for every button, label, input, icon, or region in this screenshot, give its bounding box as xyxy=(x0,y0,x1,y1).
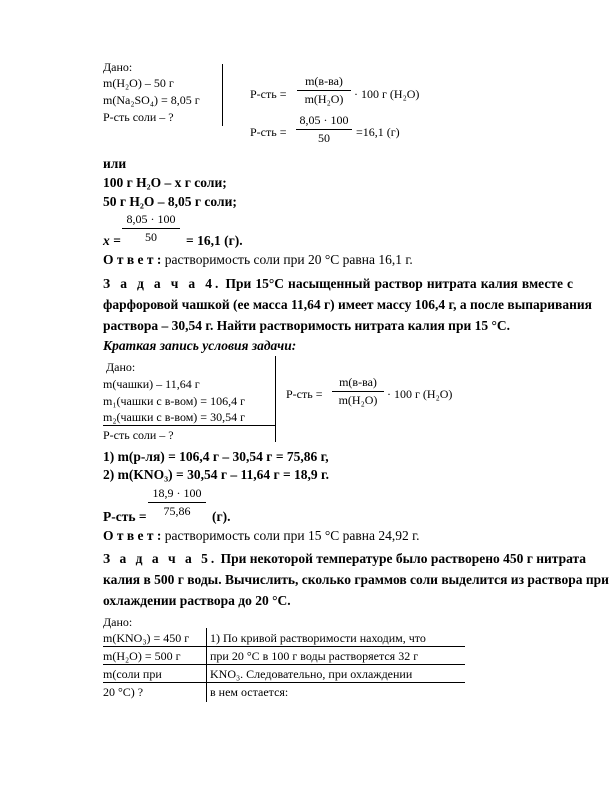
given-label-2: Дано: xyxy=(106,360,136,374)
x-prefix: x = xyxy=(103,233,121,248)
task4-heading: З а д а ч а 4. xyxy=(103,276,222,291)
answer-1 xyxy=(103,252,413,268)
formula-denominator: m(H₂O) xyxy=(304,92,344,106)
x-fraction xyxy=(122,212,180,245)
given-line-question: Р-сть соли – ? xyxy=(103,110,174,124)
given-row-line-1 xyxy=(103,646,206,647)
rs-denominator: 75,86 xyxy=(163,504,191,518)
formula-numerator: m(в-ва) xyxy=(297,74,351,91)
given-underline-2 xyxy=(103,425,275,426)
formula-suffix-1: · 100 г (H₂O) xyxy=(354,87,420,101)
given-cell-temp: 20 °С) ? xyxy=(103,685,144,699)
x-result: = 16,1 (г). xyxy=(186,233,243,248)
given-line-salt: m(Na₂SO₄) = 8,05 г xyxy=(103,93,200,107)
calc-prefix-1: Р-сть = xyxy=(250,125,287,139)
given-cell-kno3: m(KNO₃) = 450 г xyxy=(103,631,190,645)
rs-result: (г). xyxy=(212,509,231,524)
answer-text-2: растворимость соли при 15 °С равна 24,92 г. xyxy=(164,528,420,543)
step-2: 2) m(KNO₃) = 30,54 г – 11,64 г = 18,9 г. xyxy=(103,467,330,482)
given-divider-2 xyxy=(275,356,276,442)
formula-suffix-2: · 100 г (H₂O) xyxy=(387,387,453,401)
given-label-3: Дано: xyxy=(103,615,133,629)
given-line-cup-with-substance-1: m₁(чашки с в-вом) = 106,4 г xyxy=(103,394,245,408)
given-line-water: m(H₂O) – 50 г xyxy=(103,76,174,90)
given-line-cup: m(чашки) – 11,64 г xyxy=(103,377,200,391)
task5-line-1-text: При некоторой температуре было растворено 450 г нитрата xyxy=(220,551,587,566)
formula-denominator-2: m(H₂O) xyxy=(338,393,378,407)
solution-line-3: KNO₃. Следовательно, при охлаждении xyxy=(210,667,413,681)
task4-line-3: раствора – 30,54 г. Найти растворимость нитрата калия при 15 °С. xyxy=(103,318,511,333)
proportion-line-2: 50 г H₂O – 8,05 г соли; xyxy=(103,194,237,209)
formula-prefix-2: Р-сть = xyxy=(286,387,323,401)
given-divider-3 xyxy=(206,628,207,702)
answer-label: О т в е т : xyxy=(103,252,162,267)
task5-line-1 xyxy=(103,551,587,567)
formula-prefix-1: Р-сть = xyxy=(250,87,287,101)
given-row-line-2 xyxy=(103,664,206,665)
rs-prefix: Р-сть = xyxy=(103,509,147,524)
formula-fraction-2 xyxy=(332,375,384,408)
solution-row-line-2 xyxy=(207,664,465,665)
formula-numerator-2: m(в-ва) xyxy=(332,375,384,392)
step-1: 1) m(р-ля) = 106,4 г – 30,54 г = 75,86 г, xyxy=(103,449,329,464)
solution-row-line-3 xyxy=(207,682,465,683)
calc-result-1: =16,1 (г) xyxy=(356,125,400,139)
answer-2 xyxy=(103,528,419,544)
solution-line-2: при 20 °С в 100 г воды растворяется 32 г xyxy=(210,649,419,663)
answer-text: растворимость соли при 20 °С равна 16,1 г. xyxy=(164,252,413,267)
given-line-cup-with-substance-2: m₂(чашки с в-вом) = 30,54 г xyxy=(103,410,245,424)
given-cell-water: m(H₂O) = 500 г xyxy=(103,649,181,663)
task4-line-1 xyxy=(103,276,573,292)
solution-row-line-1 xyxy=(207,646,465,647)
given-row-line-3 xyxy=(103,682,206,683)
solution-line-1: 1) По кривой растворимости находим, что xyxy=(210,631,426,645)
solution-line-4: в нем остается: xyxy=(210,685,289,699)
calc-fraction-1 xyxy=(296,113,352,146)
given-line-question-2: Р-сть соли – ? xyxy=(103,428,174,442)
rs-numerator: 18,9 · 100 xyxy=(148,486,206,503)
x-numerator: 8,05 · 100 xyxy=(122,212,180,229)
or-text: или xyxy=(103,156,127,171)
proportion-line-1: 100 г H₂O – x г соли; xyxy=(103,175,227,190)
calc-denominator: 50 xyxy=(318,131,330,145)
calc-numerator: 8,05 · 100 xyxy=(296,113,352,130)
task5-line-3: охлаждении раствора до 20 °С. xyxy=(103,593,291,608)
task4-line-2: фарфоровой чашкой (ее масса 11,64 г) имеет массу 106,4 г, а после выпаривания xyxy=(103,297,592,312)
given-divider-1 xyxy=(222,64,223,126)
given-label-1: Дано: xyxy=(103,60,133,74)
task5-heading: З а д а ч а 5. xyxy=(103,551,218,566)
x-denominator: 50 xyxy=(145,230,157,244)
answer-label-2: О т в е т : xyxy=(103,528,162,543)
formula-fraction-1 xyxy=(297,74,351,107)
short-note: Краткая запись условия задачи: xyxy=(103,338,297,353)
task5-line-2: калия в 500 г воды. Вычислить, сколько граммов соли выделится из раствора при xyxy=(103,572,609,587)
task4-line-1-text: При 15°С насыщенный раствор нитрата калия вместе с xyxy=(225,276,573,291)
rs-fraction xyxy=(148,486,206,519)
given-cell-salt: m(соли при xyxy=(103,667,162,681)
